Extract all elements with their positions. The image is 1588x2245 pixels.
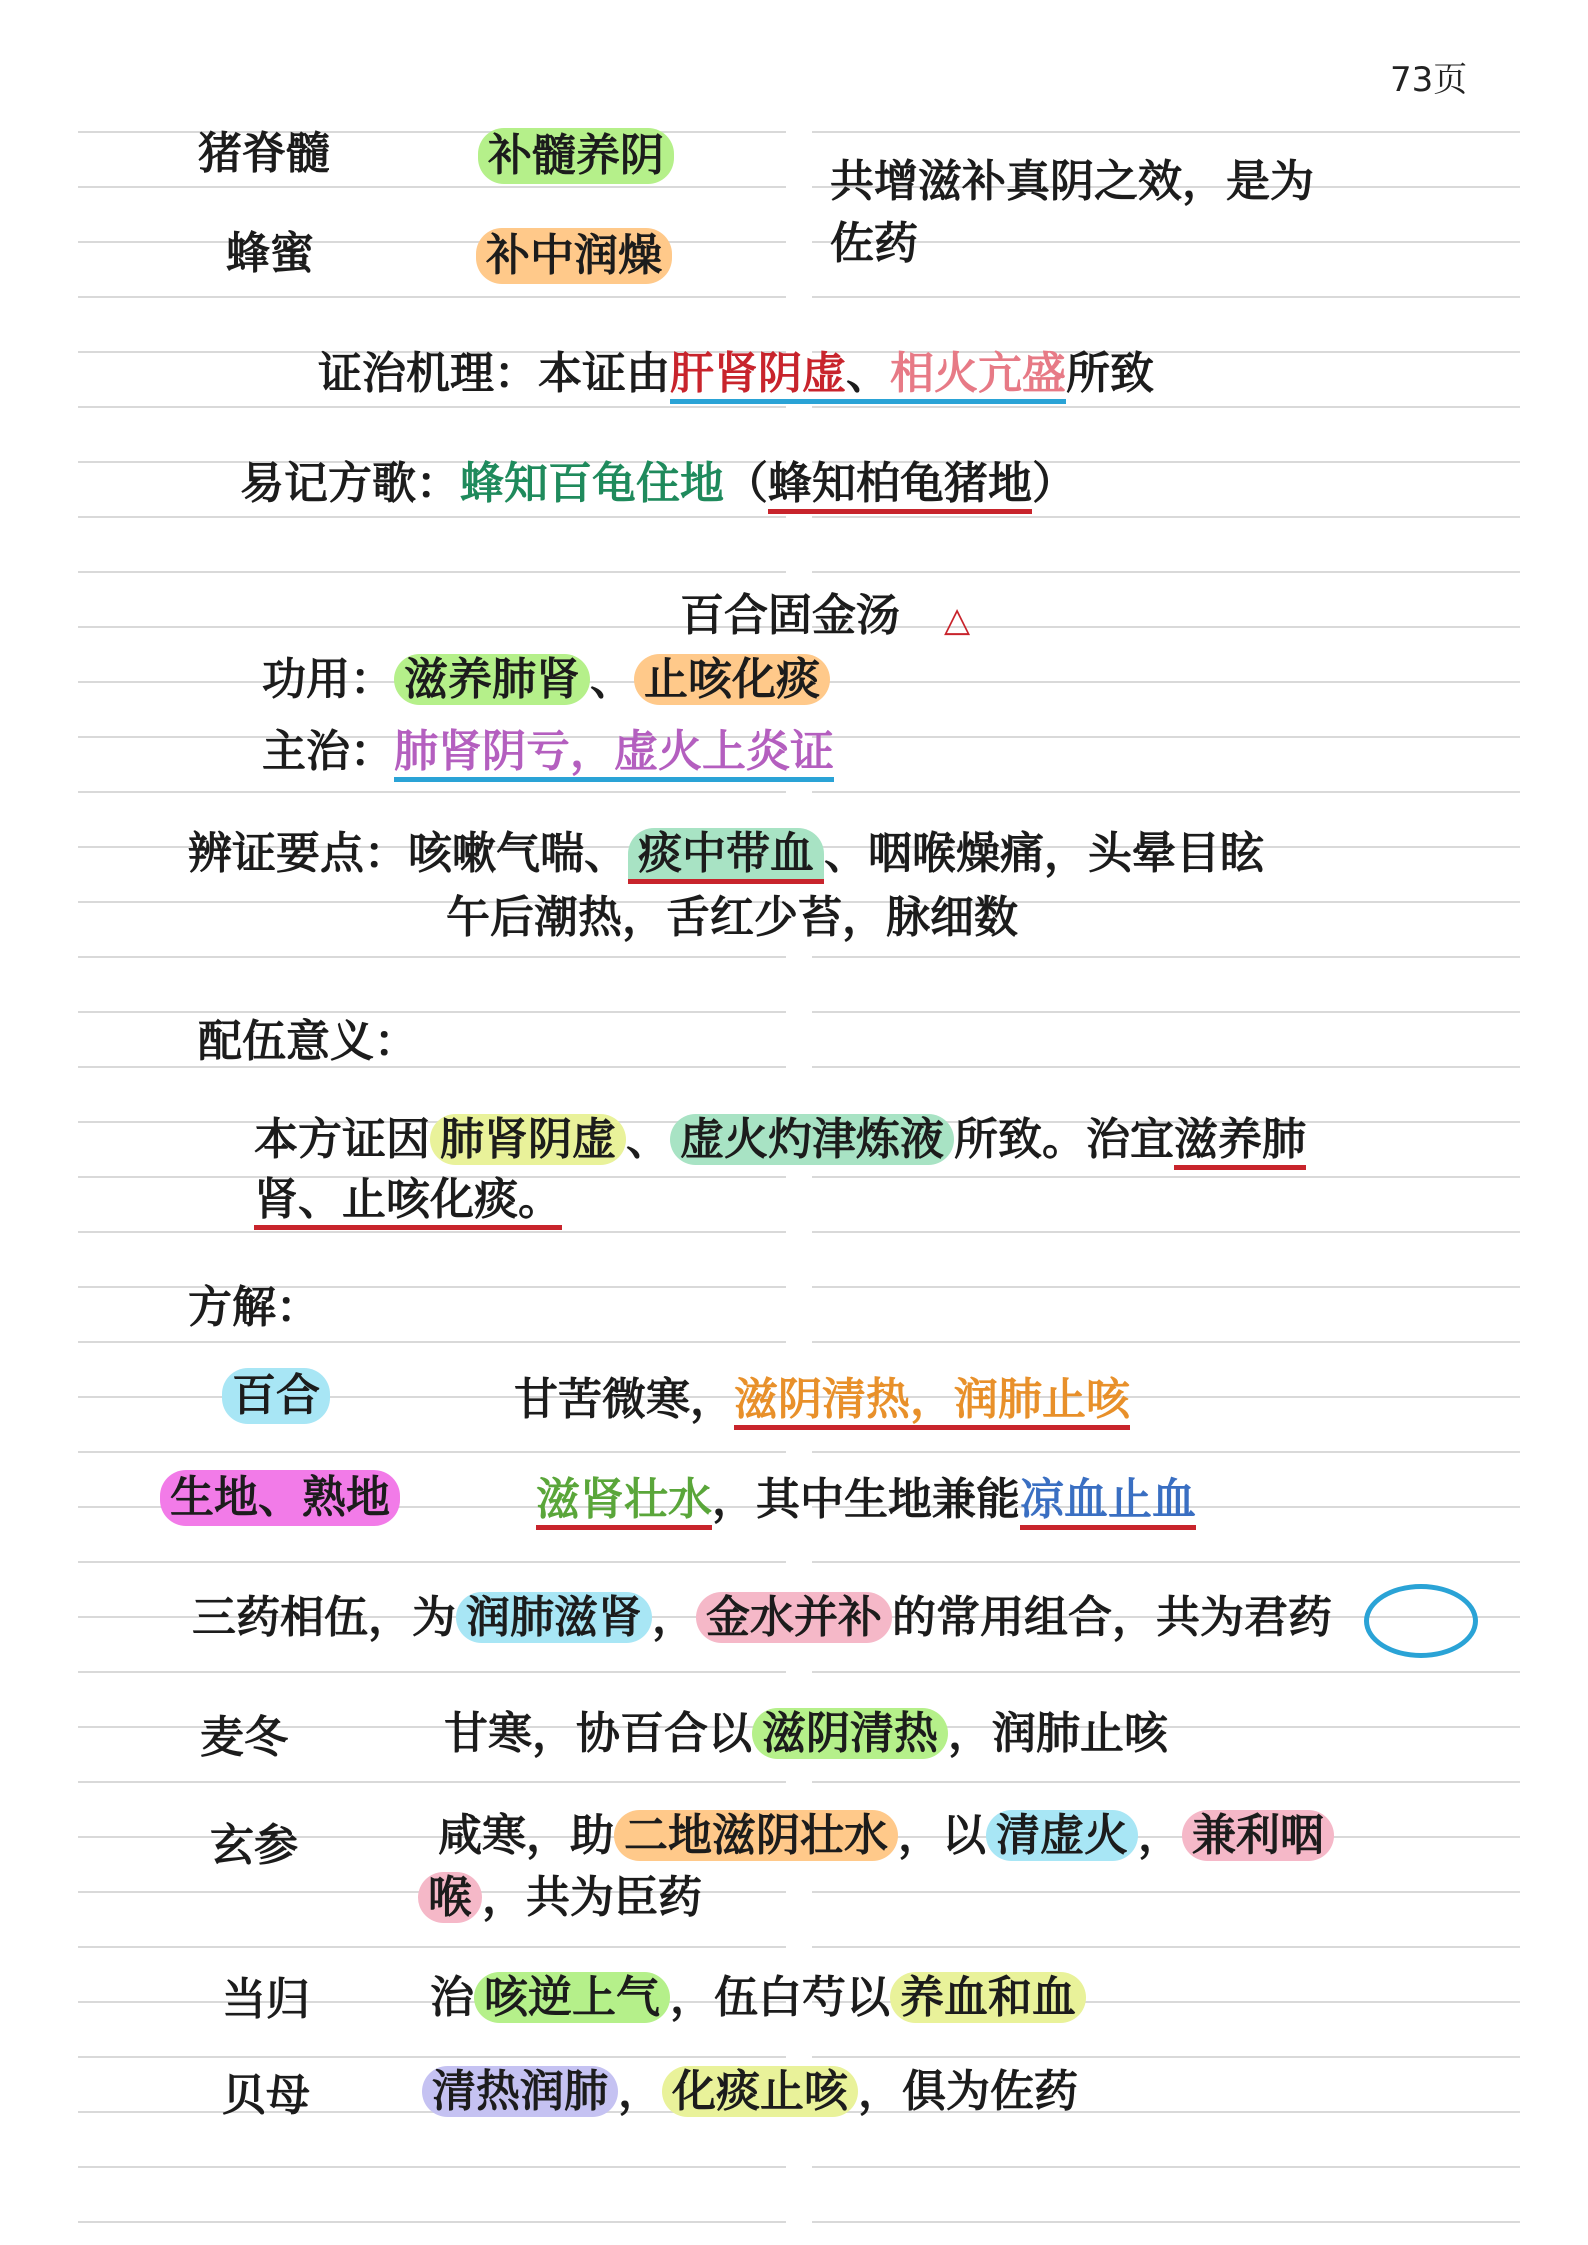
herb-xuanshen: 玄参 <box>210 1820 298 1871</box>
herb-maidong: 麦冬 <box>200 1712 288 1763</box>
indication-text: 肺肾阴亏，虚火上炎证 <box>394 726 834 782</box>
significance-line1 <box>254 1112 1306 1168</box>
baihe-desc <box>514 1372 1130 1428</box>
diagnosis-line2: 午后潮热，舌红少苔，脉细数 <box>446 892 1018 943</box>
diagnosis-blood-phlegm: 痰中带血 <box>628 828 824 884</box>
baihe-desc2: 滋阴清热，润肺止咳 <box>734 1374 1130 1430</box>
mechanism-liver-kidney: 肝肾阴虚 <box>670 348 846 404</box>
three-junyao: 君药 <box>1244 1592 1332 1643</box>
diagnosis-label: 辨证要点： <box>188 828 408 879</box>
shengdi-desc <box>536 1472 1196 1528</box>
herb-baihe: 百合 <box>222 1368 330 1424</box>
mechanism-label: 证治机理：本证由 <box>318 348 670 399</box>
herb2-effect: 补中润燥 <box>476 228 672 284</box>
three3: ， <box>652 1592 696 1643</box>
xuanshen-desc5: ， <box>1138 1810 1182 1861</box>
sig-a6: 滋养肺 <box>1174 1114 1306 1170</box>
top-note-line1: 共增滋补真阴之效，是为 <box>830 156 1314 207</box>
function-2: 止咳化痰 <box>634 654 830 705</box>
xuanshen-desc-line1 <box>438 1808 1334 1864</box>
indication-label: 主治： <box>262 726 394 777</box>
diagnosis-s3: 、咽喉燥痛，头晕目眩 <box>824 828 1264 879</box>
xuanshen-desc-line2 <box>418 1870 702 1926</box>
mnemonic-label: 易记方歌： <box>240 458 460 509</box>
three-jinshui: 金水并补 <box>696 1592 892 1643</box>
shengdi-desc2: ，其中生地兼能 <box>712 1474 1020 1525</box>
shengdi-desc3: 凉血止血 <box>1020 1474 1196 1530</box>
mechanism-line <box>318 346 1154 402</box>
xuanshen-desc2: 二地滋阴壮水 <box>614 1810 898 1861</box>
three-herbs-line <box>192 1590 1332 1646</box>
mnemonic-close: ） <box>1032 458 1076 509</box>
beimu-desc <box>422 2064 1078 2120</box>
xuanshen-desc4: 清虚火 <box>986 1810 1138 1861</box>
herb-beimu: 贝母 <box>222 2070 310 2121</box>
beimu-desc2: ， <box>618 2066 662 2117</box>
xuanshen-desc8: ，共为臣药 <box>482 1872 702 1923</box>
baihe-desc1: 甘苦微寒， <box>514 1374 734 1425</box>
mechanism-fire: 相火亢盛 <box>890 348 1066 404</box>
maidong-desc3: ，润肺止咳 <box>948 1708 1168 1759</box>
danggui-desc1: 治 <box>430 1972 474 2023</box>
xuanshen-desc7: 喉 <box>418 1872 482 1923</box>
danggui-desc2: 咳逆上气 <box>474 1972 670 2023</box>
beimu-desc3: 化痰止咳 <box>662 2066 858 2117</box>
diagnosis-line1 <box>188 826 1264 882</box>
triangle-mark-icon: △ <box>944 600 971 640</box>
sig-lung-kidney: 肺肾阴虚 <box>430 1114 626 1165</box>
significance-line2 <box>254 1172 562 1228</box>
top-note-line2: 佐药 <box>830 218 918 269</box>
indication-line <box>262 724 834 780</box>
beimu-desc4: ，俱为佐药 <box>858 2066 1078 2117</box>
diagnosis-s1: 咳嗽气喘、 <box>408 828 628 879</box>
function-1: 滋养肺肾 <box>394 654 590 705</box>
sig-b1: 肾、止咳化痰。 <box>254 1174 562 1230</box>
mechanism-end: 所致 <box>1066 348 1154 399</box>
maidong-desc2: 滋阴清热 <box>752 1708 948 1759</box>
mnemonic-open: （ <box>724 458 768 509</box>
mnemonic-line <box>240 456 1076 512</box>
maidong-desc <box>444 1706 1168 1762</box>
danggui-desc4: 养血和血 <box>890 1972 1086 2023</box>
significance-label: 配伍意义： <box>198 1016 418 1067</box>
beimu-desc1: 清热润肺 <box>422 2066 618 2117</box>
herb-honey: 蜂蜜 <box>226 228 314 279</box>
function-sep: 、 <box>590 654 634 705</box>
danggui-desc3: ，伍白芍以 <box>670 1972 890 2023</box>
xuanshen-desc6: 兼利咽 <box>1182 1810 1334 1861</box>
three5: 的常用组合，共为 <box>892 1592 1244 1643</box>
danggui-desc <box>430 1970 1086 2026</box>
formula-title: 百合固金汤 <box>680 590 900 641</box>
herb-shengdi-shudi: 生地、熟地 <box>160 1470 400 1526</box>
function-label: 功用： <box>262 654 394 705</box>
maidong-desc1: 甘寒，协百合以 <box>444 1708 752 1759</box>
sig-a3: 、 <box>626 1114 670 1165</box>
mnemonic-actual: 蜂知柏龟猪地 <box>768 458 1032 514</box>
xuanshen-desc1: 咸寒，助 <box>438 1810 614 1861</box>
xuanshen-desc3: ，以 <box>898 1810 986 1861</box>
three1: 三药相伍，为 <box>192 1592 456 1643</box>
three-runfei: 润肺滋肾 <box>456 1592 652 1643</box>
herb1-effect: 补髓养阴 <box>478 128 674 184</box>
shengdi-desc1: 滋肾壮水 <box>536 1474 712 1530</box>
sig-fire: 虚火灼津炼液 <box>670 1114 954 1165</box>
sig-a5: 所致。治宜 <box>954 1114 1174 1165</box>
analysis-label: 方解： <box>188 1282 320 1333</box>
junyao-circle <box>1364 1584 1478 1658</box>
function-line <box>262 652 830 708</box>
mechanism-sep: 、 <box>846 348 890 404</box>
mnemonic-song: 蜂知百龟住地 <box>460 458 724 509</box>
sig-a1: 本方证因 <box>254 1114 430 1165</box>
herb-pig-spinal-cord: 猪脊髓 <box>198 128 330 179</box>
page-number: 73页 <box>1390 60 1468 100</box>
herb-danggui: 当归 <box>222 1974 310 2025</box>
